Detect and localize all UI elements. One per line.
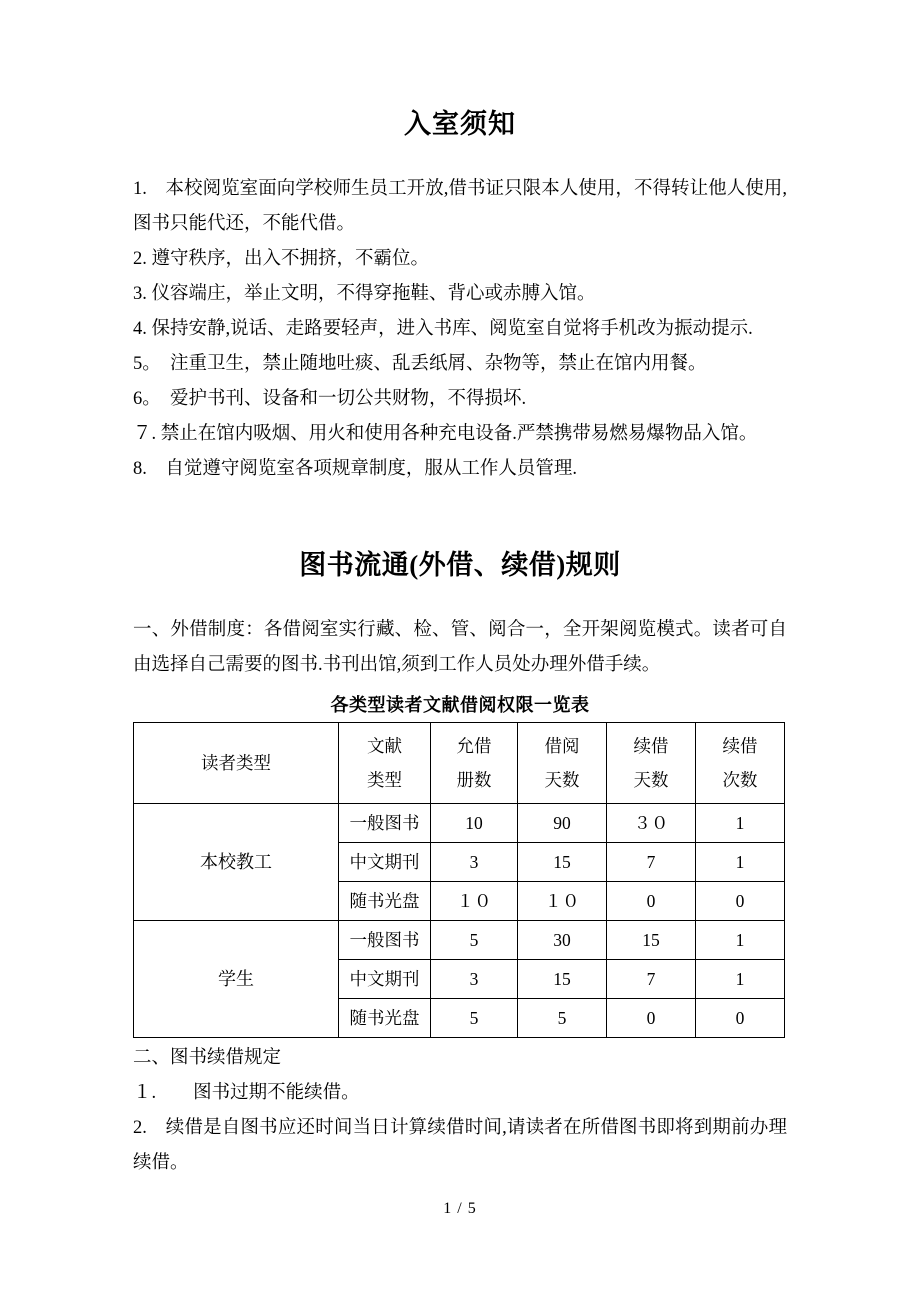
cell-borrow-days: 15 — [518, 959, 607, 998]
table-header-row — [134, 722, 785, 803]
renew-section-heading: 二、图书续借规定 — [133, 1047, 282, 1068]
group-label-student: 学生 — [134, 920, 339, 1037]
renew-rules-block — [133, 1041, 787, 1181]
rule-item-8: 8. 自觉遵守阅览室各项规章制度，服从工作人员管理. — [133, 458, 578, 479]
cell-allowed: 3 — [431, 842, 518, 881]
table-row — [134, 803, 785, 842]
cell-renew-days: 15 — [607, 920, 696, 959]
header-renew-days — [607, 722, 696, 803]
header-doc-type-line1: 文献 — [367, 735, 402, 756]
rule-item-4: 4. 保持安静,说话、走路要轻声，进入书库、阅览室自觉将手机改为振动提示. — [133, 318, 753, 339]
header-borrow-days-line1: 借阅 — [544, 735, 580, 756]
cell-borrow-days: 90 — [518, 803, 607, 842]
cell-renew-days: ３０ — [607, 803, 696, 842]
page-content — [133, 0, 787, 1181]
rule-item-5: 5。 注重卫生，禁止随地吐痰、乱丢纸屑、杂物等，禁止在馆内用餐。 — [133, 353, 707, 374]
header-renew-times — [696, 722, 785, 803]
cell-doc-type: 随书光盘 — [339, 881, 431, 920]
header-borrow-days — [518, 722, 607, 803]
renew-rule-item-1: １. 图书过期不能续借。 — [133, 1082, 360, 1103]
entry-rules-list — [133, 172, 787, 487]
section-heading-circulation: 图书流通(外借、续借)规则 — [299, 549, 621, 580]
cell-borrow-days: 15 — [518, 842, 607, 881]
header-doc-type — [339, 722, 431, 803]
page-title: 入室须知 — [404, 109, 516, 139]
rule-item-3: 3. 仪容端庄，举止文明，不得穿拖鞋、背心或赤膊入馆。 — [133, 283, 596, 304]
cell-renew-times: 1 — [696, 842, 785, 881]
table-caption: 各类型读者文献借阅权限一览表 — [330, 694, 590, 715]
rule-item-6: 6。 爱护书刊、设备和一切公共财物，不得损坏. — [133, 388, 527, 409]
cell-renew-days: 7 — [607, 959, 696, 998]
header-doc-type-line2: 类型 — [367, 769, 402, 790]
rule-item-1: 1. 本校阅览室面向学校师生员工开放,借书证只限本人使用，不得转让他人使用,图书只能代还，不能代借。 — [133, 178, 787, 234]
rule-item-7: ７. 禁止在馆内吸烟、用火和使用各种充电设备.严禁携带易燃易爆物品入馆。 — [133, 423, 758, 444]
cell-allowed: 10 — [431, 803, 518, 842]
cell-renew-days: 0 — [607, 881, 696, 920]
cell-renew-times: 0 — [696, 998, 785, 1037]
cell-renew-times: 0 — [696, 881, 785, 920]
header-renew-times-line2: 次数 — [722, 769, 758, 790]
cell-doc-type: 一般图书 — [339, 920, 431, 959]
rule-item-2: 2. 遵守秩序，出入不拥挤，不霸位。 — [133, 248, 430, 269]
group-label-staff: 本校教工 — [134, 803, 339, 920]
circulation-intro-paragraph: 一、外借制度：各借阅室实行藏、检、管、阅合一，全开架阅览模式。读者可自由选择自己需要的图书.书刊出馆,须到工作人员处办理外借手续。 — [133, 619, 787, 675]
header-allowed-count — [431, 722, 518, 803]
cell-borrow-days: １０ — [518, 881, 607, 920]
cell-renew-times: 1 — [696, 920, 785, 959]
cell-renew-times: 1 — [696, 803, 785, 842]
cell-allowed: 5 — [431, 998, 518, 1037]
cell-borrow-days: 30 — [518, 920, 607, 959]
header-allowed-line2: 册数 — [456, 769, 492, 790]
cell-borrow-days: 5 — [518, 998, 607, 1037]
cell-renew-days: 0 — [607, 998, 696, 1037]
cell-allowed: １０ — [431, 881, 518, 920]
cell-doc-type: 中文期刊 — [339, 842, 431, 881]
cell-allowed: 3 — [431, 959, 518, 998]
header-renew-times-line1: 续借 — [722, 735, 758, 756]
page-footer: 1 / 5 — [443, 1200, 477, 1217]
cell-renew-times: 1 — [696, 959, 785, 998]
borrowing-permissions-table — [133, 722, 785, 1038]
renew-rule-item-2: 2. 续借是自图书应还时间当日计算续借时间,请读者在所借图书即将到期前办理续借。 — [133, 1117, 787, 1173]
circulation-intro-block — [133, 613, 787, 683]
cell-doc-type: 一般图书 — [339, 803, 431, 842]
cell-doc-type: 随书光盘 — [339, 998, 431, 1037]
cell-doc-type: 中文期刊 — [339, 959, 431, 998]
cell-allowed: 5 — [431, 920, 518, 959]
cell-renew-days: 7 — [607, 842, 696, 881]
header-reader-type: 读者类型 — [134, 722, 339, 803]
header-renew-days-line1: 续借 — [633, 735, 669, 756]
header-borrow-days-line2: 天数 — [544, 769, 580, 790]
table-row — [134, 920, 785, 959]
header-allowed-line1: 允借 — [456, 735, 492, 756]
header-renew-days-line2: 天数 — [633, 769, 669, 790]
